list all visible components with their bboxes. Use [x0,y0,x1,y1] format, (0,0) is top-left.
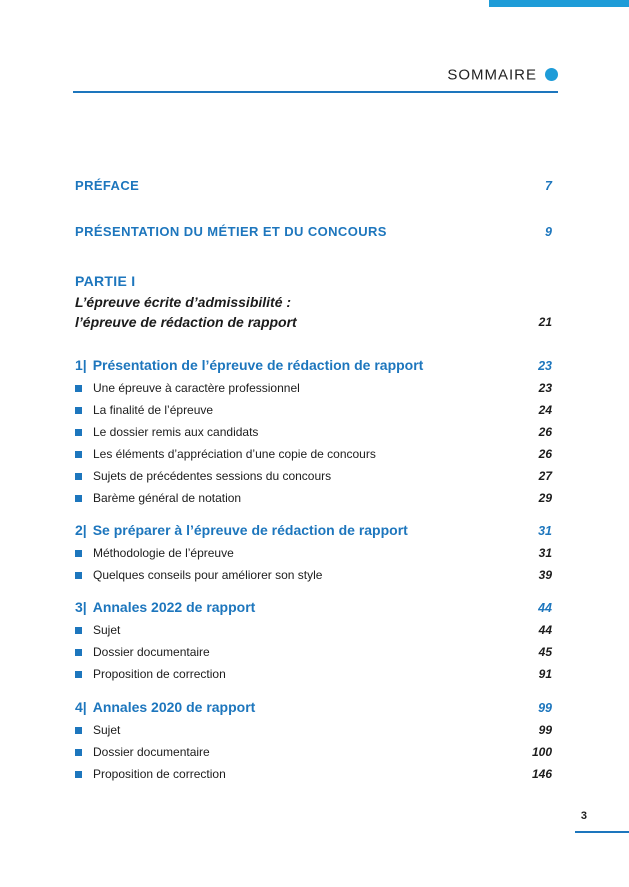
section-title: 2| Se préparer à l’épreuve de rédaction de rapport [75,522,408,538]
page-number: 3 [580,810,587,822]
page-title: SOMMAIRE [447,66,537,84]
toc-entry-label: PRÉFACE [75,178,140,193]
part-subtitle-line2: l’épreuve de rédaction de rapport [75,314,297,330]
toc-entry [75,663,552,685]
toc-section-heading-4 [75,700,552,715]
toc-entry-page: 26 [538,425,552,439]
toc-entry-page: 44 [538,623,552,637]
toc-entry-label: Le dossier remis aux candidats [93,425,259,439]
toc-entry-page: 99 [538,701,552,715]
toc-entry [75,377,552,399]
toc-entry-page: 9 [545,225,552,239]
toc-entry-label: Sujet [93,623,121,637]
square-bullet-icon [75,727,82,734]
toc-entry-page: 29 [538,491,552,505]
toc-entry-label: Dossier documentaire [93,645,210,659]
toc-section-heading-1 [75,358,552,373]
square-bullet-icon [75,473,82,480]
square-bullet-icon [75,627,82,634]
section-number: 4| [75,699,87,715]
square-bullet-icon [75,771,82,778]
toc-section-items [75,542,552,586]
toc-entry [75,763,552,785]
toc [73,179,558,785]
section-number: 3| [75,599,87,615]
toc-entry [75,719,552,741]
toc-entry-page: 44 [538,601,552,615]
toc-entry [75,443,552,465]
toc-entry [75,399,552,421]
toc-entry-page: 7 [545,179,552,193]
square-bullet-icon [75,671,82,678]
toc-section-heading-3 [75,600,552,615]
toc-section-heading-2 [75,523,552,538]
toc-entry-page: 45 [538,645,552,659]
toc-entry [75,619,552,641]
toc-entry-label: Barème général de notation [93,491,242,505]
square-bullet-icon [75,550,82,557]
toc-entry [75,487,552,509]
toc-entry-page: 23 [538,381,552,395]
toc-entry [75,542,552,564]
toc-entry-page: 39 [538,568,552,582]
toc-section-items [75,719,552,785]
square-bullet-icon [75,649,82,656]
section-title: 4| Annales 2020 de rapport [75,699,256,715]
toc-section-items [75,377,552,509]
toc-entry-page: 24 [538,403,552,417]
part-subtitle [75,292,297,332]
toc-entry-label: Les éléments d’appréciation d’une copie de concours [93,447,376,461]
bullet-dot-icon [545,68,558,81]
toc-entry [75,421,552,443]
toc-entry-page: 21 [538,315,552,329]
square-bullet-icon [75,572,82,579]
section-title: 1| Présentation de l’épreuve de rédaction de rapport [75,357,424,373]
section-title: 3| Annales 2022 de rapport [75,599,256,615]
square-bullet-icon [75,495,82,502]
toc-entry-label: Quelques conseils pour améliorer son style [93,568,323,582]
toc-entry-page: 91 [538,667,552,681]
toc-section-items [75,619,552,685]
toc-entry-label: PRÉSENTATION DU MÉTIER ET DU CONCOURS [75,224,387,239]
square-bullet-icon [75,407,82,414]
toc-entry-presentation [75,225,552,239]
toc-entry-label: Sujets de précédentes sessions du concours [93,469,332,483]
footer-accent-line [575,831,629,833]
toc-entry-label: Dossier documentaire [93,745,210,759]
toc-entry-page: 31 [538,546,552,560]
section-number: 1| [75,357,87,373]
toc-entry-page: 23 [538,359,552,373]
toc-entry [75,641,552,663]
toc-entry-preface [75,179,552,193]
toc-entry-page: 99 [538,723,552,737]
toc-entry [75,564,552,586]
part-label: PARTIE I [75,273,136,289]
toc-entry [75,741,552,763]
square-bullet-icon [75,429,82,436]
toc-entry [75,465,552,487]
toc-entry-page: 31 [538,524,552,538]
toc-entry-label: Proposition de correction [93,667,226,681]
toc-part-block [75,274,552,332]
square-bullet-icon [75,749,82,756]
page-header [73,66,558,93]
toc-entry-label: Méthodologie de l’épreuve [93,546,234,560]
toc-entry-page: 27 [538,469,552,483]
toc-entry-page: 26 [538,447,552,461]
square-bullet-icon [75,451,82,458]
toc-entry-label: Proposition de correction [93,767,226,781]
part-subtitle-line1: L’épreuve écrite d’admissibilité : [75,294,292,310]
toc-entry-label: Sujet [93,723,121,737]
toc-entry-page: 100 [531,745,552,759]
toc-entry-label: Une épreuve à caractère professionnel [93,381,300,395]
toc-entry-page: 146 [531,767,552,781]
section-number: 2| [75,522,87,538]
toc-entry-label: La finalité de l’épreuve [93,403,214,417]
square-bullet-icon [75,385,82,392]
